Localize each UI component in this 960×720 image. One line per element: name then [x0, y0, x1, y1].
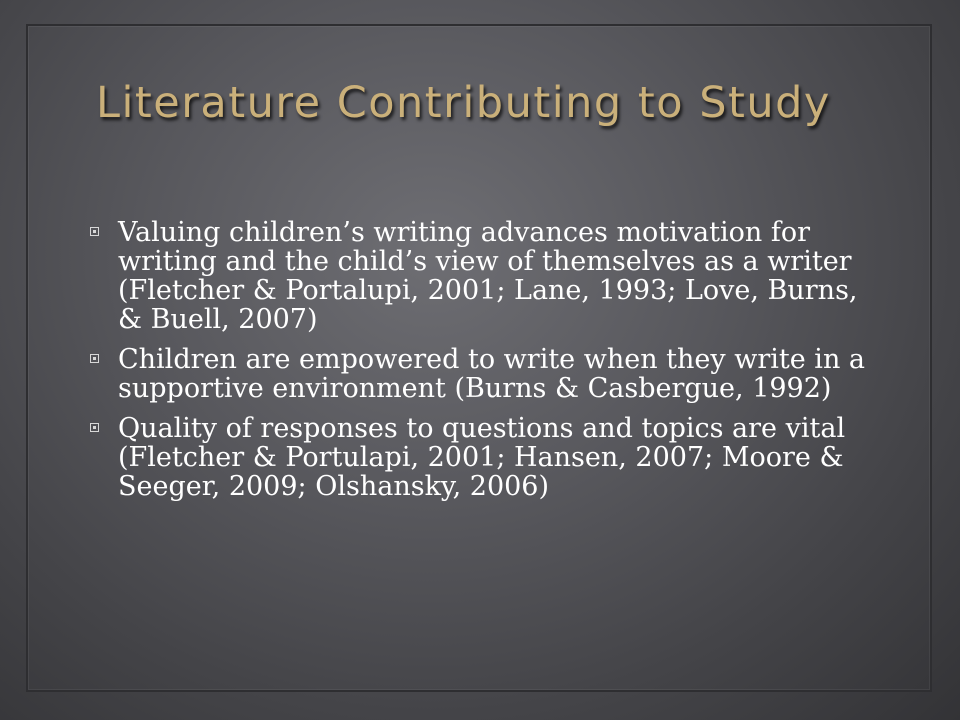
square-bullet-icon	[90, 423, 99, 432]
bullet-text: Children are empowered to write when they write in a supportive environment (Burns & Casbergue, 1992)	[118, 344, 866, 404]
bullet-list	[84, 218, 884, 512]
bullet-item	[84, 218, 884, 334]
bullet-text: Quality of responses to questions and topics are vital (Fletcher & Portulapi, 2001; Hansen, 2007; Moore & Seeger, 2009; Olshansky, 2006)	[118, 413, 846, 502]
slide-title: Literature Contributing to Study	[96, 78, 831, 128]
square-bullet-icon	[90, 227, 99, 236]
bullet-text: Valuing children’s writing advances motivation for writing and the child’s view of themselves as a writer (Fletcher & Portalupi, 2001; Lane, 1993; Love, Burns, & Buell, 2007)	[118, 217, 858, 335]
bullet-item	[84, 345, 884, 403]
bullet-item	[84, 414, 884, 501]
square-bullet-icon	[90, 354, 99, 363]
